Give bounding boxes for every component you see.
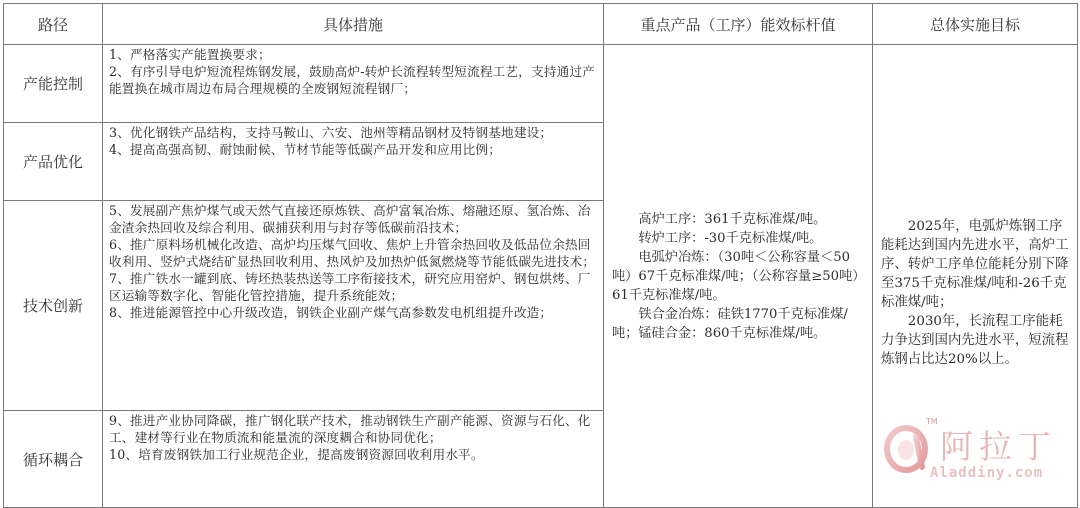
path-cell: 技术创新 (4, 201, 103, 411)
watermark-url: Aladdiny.com (930, 465, 1044, 481)
measure-item: 9、推进产业协同降碳，推广钢化联产技术，推动钢铁生产副产能源、资源与石化、化工、建材等行业在物质流和能量流的深度耦合和协同优化； (109, 413, 591, 445)
path-cell: 产能控制 (4, 45, 103, 123)
goal-item: 2030年，长流程工序能耗力争达到国内先进水平，短流程炼钢占比达20%以上。 (881, 314, 1069, 367)
measure-item: 1、严格落实产能置换要求； (109, 47, 271, 62)
benchmark-item: 电弧炉冶炼：（30吨＜公称容量＜50吨）67千克标准煤/吨；（公称容量≥50吨）61千克标准煤/吨。 (612, 249, 866, 303)
measure-item: 2、有序引导电炉短流程炼钢发展，鼓励高炉-转炉长流程转型短流程工艺，支持通过产能置换在城市周边布局合理规模的全废钢短流程钢厂； (109, 64, 596, 96)
measure-item: 8、推进能源管控中心升级改造，钢铁企业副产煤气高参数发电机组提升改造； (109, 305, 553, 320)
benchmark-item: 高炉工序：361千克标准煤/吨。 (638, 211, 827, 227)
watermark-trademark: TM (926, 417, 938, 426)
measures-cell (103, 123, 604, 201)
benchmark-item: 转炉工序：-30千克标准煤/吨。 (638, 230, 823, 246)
watermark-brand: 阿拉丁 (940, 427, 1057, 466)
measures-cell (103, 201, 604, 411)
goal-cell (873, 45, 1078, 508)
measure-item: 4、提高高强高韧、耐蚀耐候、节材节能等低碳产品开发和应用比例； (109, 142, 502, 157)
measure-item: 3、优化钢铁产品结构，支持马鞍山、六安、池州等精品钢材及特钢基地建设； (109, 125, 553, 140)
header-measures: 具体措施 (103, 4, 604, 45)
energy-efficiency-table (3, 3, 1078, 508)
header-goal: 总体实施目标 (873, 4, 1078, 45)
path-cell: 产品优化 (4, 123, 103, 201)
measure-item: 6、推广原料场机械化改造、高炉均压煤气回收、焦炉上升管余热回收及低品位余热回收利用、竖炉式烧结矿显热回收利用、热风炉及加热炉低氮燃烧等节能低碳先进技术； (109, 237, 596, 269)
header-path: 路径 (4, 4, 103, 45)
header-benchmark: 重点产品（工序）能效标杆值 (604, 4, 873, 45)
measure-item: 5、发展副产焦炉煤气或天然气直接还原炼铁、高炉富氧冶炼、熔融还原、氢冶炼、冶金渣余热回收及综合利用、碳捕获利用与封存等低碳前沿技术； (109, 203, 591, 235)
path-cell: 循环耦合 (4, 411, 103, 508)
measures-cell (103, 411, 604, 508)
table-row (4, 45, 1078, 123)
goal-item: 2025年，电弧炉炼钢工序能耗达到国内先进水平，高炉工序、转炉工序单位能耗分别下降至375千克标准煤/吨和-26千克标准煤/吨； (881, 219, 1069, 310)
measures-cell (103, 45, 604, 123)
header-row (4, 4, 1078, 45)
benchmark-cell (604, 45, 873, 508)
measure-item: 10、培育废钢铁加工行业规范企业，提高废钢资源回收利用水平。 (109, 447, 484, 462)
measure-item: 7、推广铁水一罐到底、铸坯热装热送等工序衔接技术，研究应用窑炉、钢包烘烤、厂区运输等数字化、智能化管控措施，提升系统能效； (109, 271, 591, 303)
benchmark-item: 铁合金冶炼：硅铁1770千克标准煤/吨；锰硅合金：860千克标准煤/吨。 (612, 306, 848, 341)
